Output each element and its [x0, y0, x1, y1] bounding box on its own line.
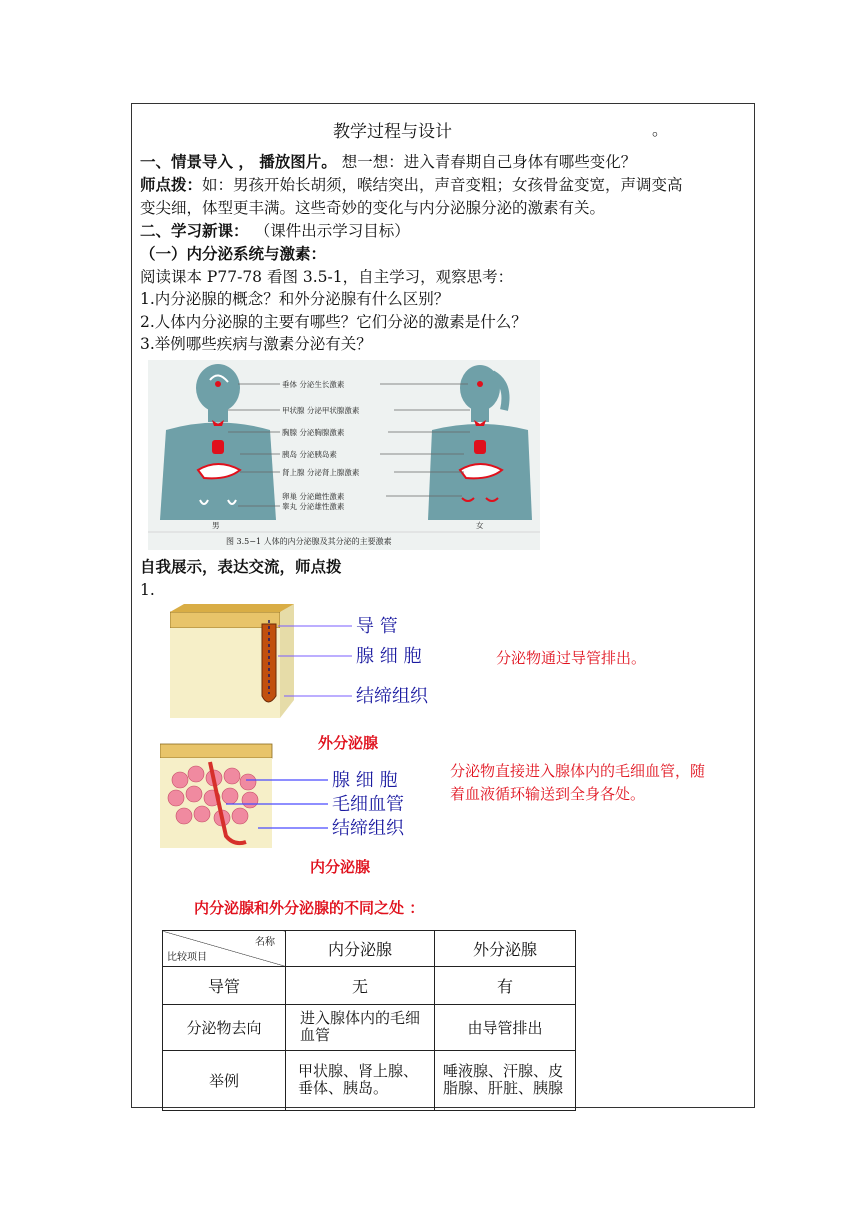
- table-cell-exo: 有: [435, 967, 576, 1005]
- endocrine-caption: 内分泌腺: [310, 858, 371, 876]
- label-pancreas: 胰岛 分泌胰岛素: [282, 450, 337, 459]
- table-row: [163, 1051, 576, 1111]
- endocrine-note-1: 分泌物直接进入腺体内的毛细血管，随: [450, 762, 706, 780]
- female-body-icon: [428, 365, 532, 520]
- table-row: [163, 931, 576, 967]
- table-cell-endo: 甲状腺、肾上腺、垂体、胰岛。: [286, 1051, 435, 1111]
- lesson-heading-line: [140, 220, 410, 242]
- endocrine-figure: [148, 360, 540, 550]
- page-title: 教学过程与设计: [333, 122, 452, 142]
- teacher-text-1: 如：男孩开始长胡须，喉结突出，声音变粗；女孩骨盆变宽，声调变高: [202, 176, 683, 194]
- label-gland-cell: 腺 细 胞: [356, 646, 422, 667]
- document-frame: [131, 103, 755, 1108]
- intro-line: [140, 151, 636, 173]
- label-connective: 结缔组织: [356, 686, 428, 707]
- label-female: 女: [476, 521, 484, 530]
- table-header-exo: 外分泌腺: [435, 931, 576, 967]
- table-cell-endo: 进入腺体内的毛细血管: [286, 1005, 435, 1051]
- figure1-caption: 图 3.5−1 人体的内分泌腺及其分泌的主要激素: [226, 537, 392, 546]
- teacher-line-1: [140, 174, 683, 196]
- table-header-endo: 内分泌腺: [286, 931, 435, 967]
- table-cell-exo: 由导管排出: [435, 1005, 576, 1051]
- table-corner-cell: [163, 931, 286, 967]
- table-cell-item: 举例: [163, 1051, 286, 1111]
- teacher-line-2: 变尖细，体型更丰满。这些奇妙的变化与内分泌腺分泌的激素有关。: [140, 199, 606, 217]
- intro-heading: 一、情景导入 ， 播放图片。: [140, 153, 337, 171]
- compare-heading: 内分泌腺和外分泌腺的不同之处 ：: [194, 899, 425, 917]
- title-row: [140, 117, 748, 143]
- exocrine-diagram: [170, 600, 490, 730]
- endocrine-note-2: 着血液循环输送到全身各处。: [450, 785, 646, 803]
- table-cell-endo: 无: [286, 967, 435, 1005]
- sub-heading: （一）内分泌系统与激素：: [140, 245, 327, 263]
- table-cell-exo: 唾液腺、汗腺、皮脂腺、肝脏、胰腺: [435, 1051, 576, 1111]
- label-thymus: 胸腺 分泌胸腺激素: [282, 428, 345, 437]
- exocrine-figure: [170, 600, 490, 730]
- comparison-table: [162, 930, 576, 1111]
- read-instruction: 阅读课本 P77-78 看图 3.5-1，自主学习，观察思考：: [140, 268, 514, 286]
- label-ovary: 卵巢 分泌雌性激素: [282, 492, 345, 501]
- corner-bottom-label: 比较项目: [167, 952, 207, 963]
- title-dot: 。: [652, 120, 669, 139]
- label-connective-2: 结缔组织: [332, 818, 404, 839]
- male-body-icon: [160, 364, 276, 520]
- endocrine-gland-diagram: [160, 740, 460, 850]
- label-adrenal: 肾上腺 分泌肾上腺激素: [282, 468, 360, 477]
- label-duct: 导 管: [356, 616, 398, 637]
- question-1: 1.内分泌腺的概念？和外分泌腺有什么区别？: [140, 290, 450, 308]
- question-3: 3.举例哪些疾病与激素分泌有关？: [140, 335, 372, 353]
- table-row: [163, 1005, 576, 1051]
- label-thyroid: 甲状腺 分泌甲状腺激素: [282, 406, 360, 415]
- corner-top-label: 名称: [255, 937, 275, 948]
- show-heading: 自我展示，表达交流，师点拨: [140, 558, 342, 576]
- endocrine-diagram: [148, 360, 540, 550]
- table-cell-item: 导管: [163, 967, 286, 1005]
- label-male: 男: [212, 521, 220, 530]
- lesson-heading: 二、学习新课：: [140, 222, 249, 240]
- lesson-heading-note: （课件出示学习目标）: [262, 222, 410, 240]
- table-cell-item: 分泌物去向: [163, 1005, 286, 1051]
- label-pituitary: 垂体 分泌生长激素: [282, 380, 345, 389]
- label-capillary: 毛细血管: [332, 794, 404, 815]
- teacher-label: 师点拨：: [140, 176, 203, 194]
- exocrine-note: 分泌物通过导管排出。: [496, 649, 647, 667]
- intro-question: 想一想：进入青春期自己身体有哪些变化？: [336, 153, 637, 171]
- table-row: [163, 967, 576, 1005]
- show-number: 1.: [140, 581, 155, 599]
- label-gland-cell-2: 腺 细 胞: [332, 770, 398, 791]
- label-testis: 睾丸 分泌雄性激素: [282, 502, 345, 511]
- exocrine-caption: 外分泌腺: [318, 734, 379, 752]
- question-2: 2.人体内分泌腺的主要有哪些？它们分泌的激素是什么？: [140, 313, 527, 331]
